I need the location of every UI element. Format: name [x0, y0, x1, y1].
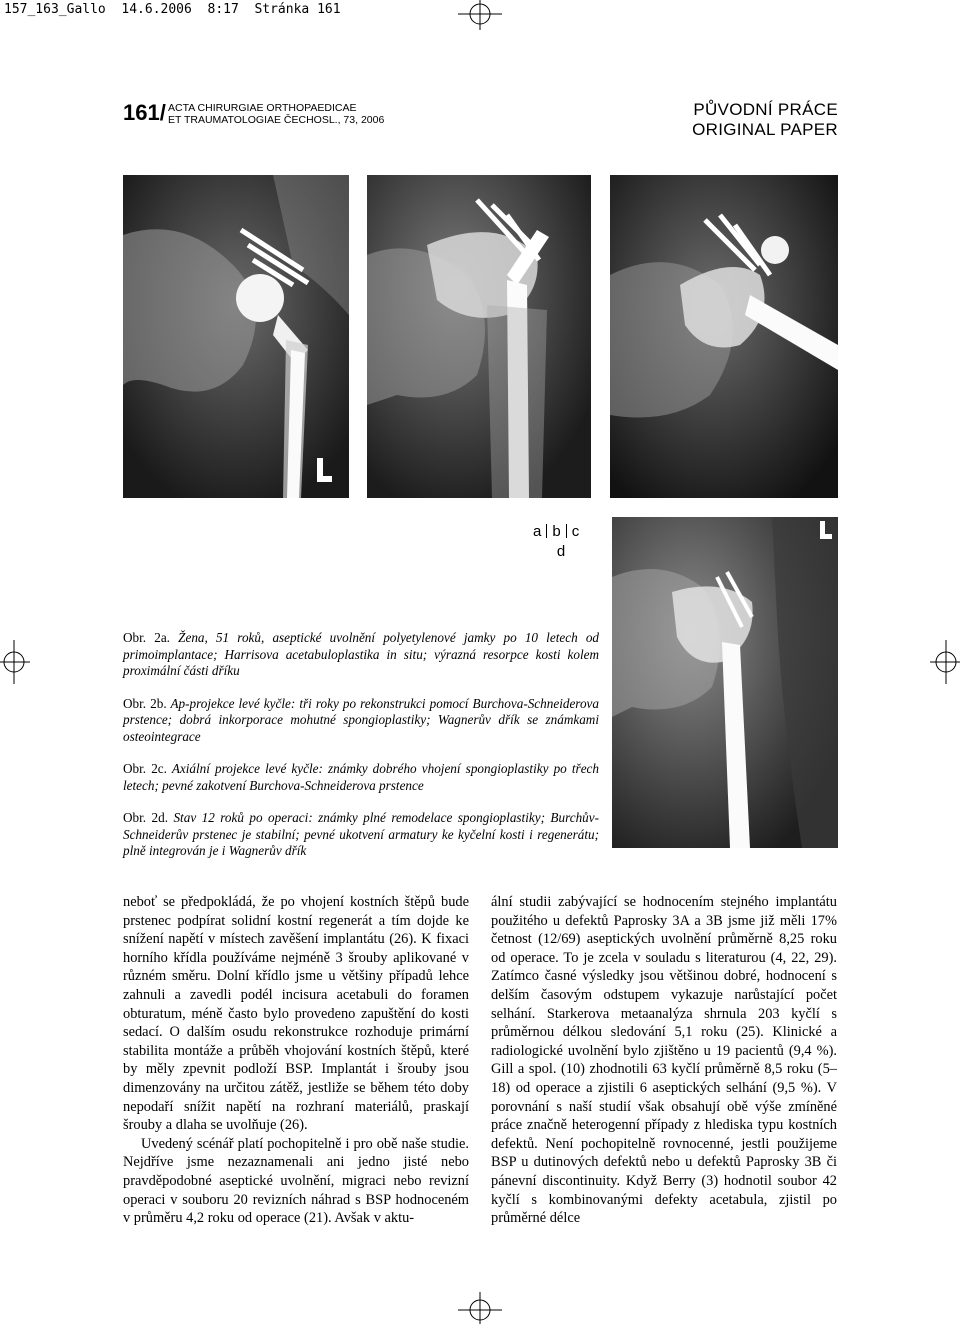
- caption-text: Žena, 51 roků, aseptické uvolnění polyetylenové jamky po 10 letech od primoimplantace; Harrisova acetabuloplastika in situ; výrazná resorpce kosti kolem proximální části dříku: [123, 630, 600, 678]
- xray-figure-2d: [612, 517, 838, 848]
- registration-mark-right: [930, 640, 960, 684]
- panel-key-a: a: [533, 523, 542, 540]
- panel-key-separator: [546, 524, 547, 538]
- caption-text: Stav 12 roků po operaci: známky plné remodelace spongioplastiky; Burchův-Schneiderův prstenec je stabilní; pevné ukotvení armatury ke kyčelní kosti i regenerátu; plně integrován je i Wagnerův dřík: [123, 810, 599, 858]
- panel-key-d: d: [556, 543, 566, 560]
- panel-key-c: c: [571, 523, 580, 540]
- panel-key-b: b: [552, 523, 561, 540]
- journal-title: [168, 102, 384, 126]
- body-paragraph: neboť se předpokládá, že po vhojení kostních štěpů bude prstenec podpírat solidní kostní regenerát a tím dojde ke snížení napětí v místech zavěšení implantátu (26). K fixaci horního křídla používáme nejméně 3 šrouby aplikované v různém směru. Dolní křídlo jsme u většiny případů lehce zahnuli a zavedli podél incisura acetabuli do foramen obturatum, méně často bylo provedeno zapuštění do kosti sedací. O dalším osudu rekonstrukce rozhoduje primární stabilita montáže a průběh vhojování kostních štěpů, které by měly zpevnit podloží BSP. Implantát i šrouby jsou dimenzovány na určitou zátěž, jestliže se během této doby nepodaří snížit napětí na rozhraní materiálů, praskají šrouby a dlaha se uvolňuje (26).: [123, 894, 469, 1134]
- article-type-line2: ORIGINAL PAPER: [692, 120, 838, 139]
- caption-2d: [123, 810, 599, 860]
- caption-2b: [123, 696, 599, 746]
- panel-key-separator: [566, 524, 567, 538]
- body-column-left: [123, 893, 469, 1228]
- journal-title-line2: ET TRAUMATOLOGIAE ČECHOSL., 73, 2006: [168, 114, 385, 126]
- caption-label: Obr. 2b.: [123, 695, 167, 711]
- print-slug: 157_163_Gallo 14.6.2006 8:17 Stránka 161: [4, 2, 341, 17]
- xray-figure-2c: [610, 175, 838, 498]
- journal-title-line1: ACTA CHIRURGIAE ORTHOPAEDICAE: [168, 102, 357, 114]
- caption-2a: [123, 630, 599, 680]
- xray-figure-2a: [123, 175, 349, 498]
- caption-label: Obr. 2c.: [123, 761, 167, 776]
- xray-figure-2b: [367, 175, 591, 498]
- caption-label: Obr. 2a.: [123, 630, 170, 645]
- body-paragraph: ální studii zabývající se hodnocením stejného implantátu použitého u defektů Paprosky 3A a 3B jsme již měli 17% četnost (12/69) aseptických uvolnění průměrně 8,25 roku od operace. To je zcela v souladu s literaturou (4, 22, 29). Zatímco časné výsledky jsou většinou dobré, hodnocení s delším časovým odstupem vykazuje narůstající počet selhání. Starkerova metaanalýza shrnula 203 kyčlí s průměrnou délkou sledování 5,1 roku (25). Klinické a radiologické uvolnění bylo zjištěno u 19 pacientů (9,4 %). Gill a spol. (10) zhodnotili 63 kyčlí průměrně 8,5 roku (5–18) od operace a zjistili 6 aseptických selhání (9,5 %). V porovnání s naší studií však obsahují obě výše zmíněné práce značně heterogenní případy z hlediska typu kostních defektů. Není pochopitelně rovnocenné, jestli použijeme BSP u dutinových defektů nebo u defektů Paprosky 3B či pánevní discontinuity. Když Berry (3) hodnotil soubor 42 kyčlí s kombinovanými defekty acetabula, zjistil po průměrné délce: [491, 894, 837, 1227]
- registration-mark-bottom: [458, 1292, 502, 1324]
- article-type-line1: PŮVODNÍ PRÁCE: [693, 100, 838, 119]
- article-type: [692, 100, 838, 140]
- caption-text: Axiální projekce levé kyčle: známky dobrého vhojení spongioplastiky po třech letech; pevné zakotvení Burchova-Schneiderova prstence: [123, 761, 599, 793]
- registration-mark-left: [0, 640, 30, 684]
- figure-captions: [123, 630, 599, 876]
- caption-2c: [123, 761, 599, 794]
- caption-label: Obr. 2d.: [123, 810, 169, 825]
- registration-mark-top: [458, 0, 502, 30]
- page-number: 161/: [123, 100, 166, 125]
- body-paragraph: Uvedený scénář platí pochopitelně i pro obě naše studie. Nejdříve jsme nezaznamenali ani jedno jisté nebo pravděpodobné aseptické uvolnění, migraci nebo revizní operaci v souboru 20 revizních náhrad s BSP hodnoceném v průměru 4,2 roku od operace (21). Avšak v aktu-: [123, 1135, 469, 1227]
- figure-panel-key: [533, 522, 589, 562]
- body-column-right: [491, 893, 837, 1228]
- caption-text: Ap-projekce levé kyčle: tři roky po rekonstrukci pomocí Burchova-Schneiderova prstence; dobrá inkorporace mohutné spongioplastiky; Wagnerův dřík se známkami osteointegrace: [123, 695, 599, 744]
